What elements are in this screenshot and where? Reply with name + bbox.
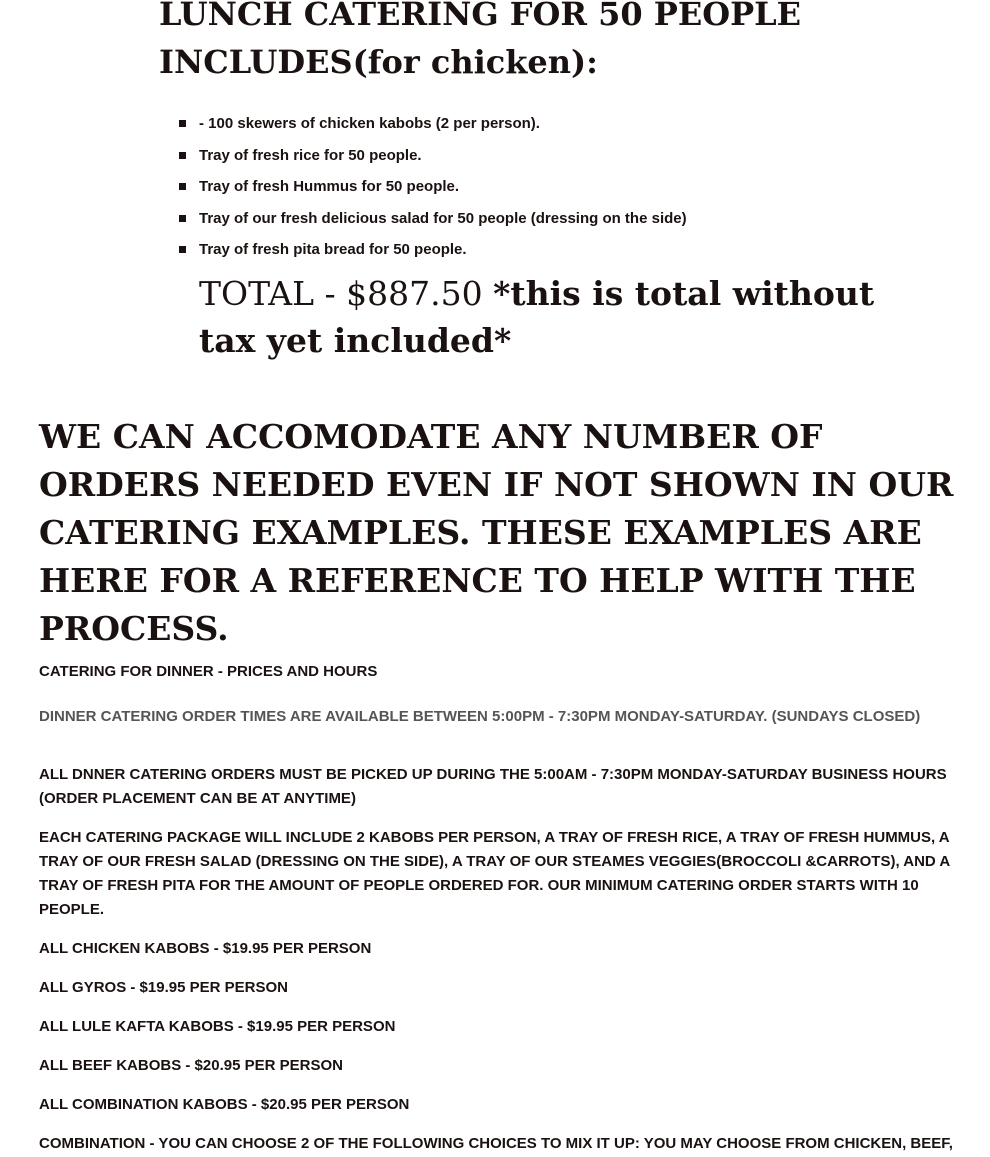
- dinner-package-info: EACH CATERING PACKAGE WILL INCLUDE 2 KABOBS PER PERSON, A TRAY OF FRESH RICE, A TRAY OF FRESH HUMMUS, A TRAY OF OUR FRESH SALAD (DRESSING ON THE SIDE), A TRAY OF OUR STEAMES VEGGIES(BROCCOLI &CARROTS), AND A TRAY OF FRESH PITA FOR THE AMOUNT OF PEOPLE ORDERED FOR. OUR MINIMUM CATERING ORDER STARTS WITH 10 PEOPLE.: [39, 829, 950, 918]
- dinner-catering-title: CATERING FOR DINNER - PRICES AND HOURS: [39, 663, 378, 680]
- dinner-pickup-info: ALL DNNER CATERING ORDERS MUST BE PICKED UP DURING THE 5:00AM - 7:30PM MONDAY-SATURDAY BUSINESS HOURS (ORDER PLACEMENT CAN BE AT ANYTIME): [39, 766, 947, 807]
- price-combination-kabobs: ALL COMBINATION KABOBS - $20.95 PER PERSON: [39, 1096, 410, 1113]
- square-bullet-icon: [179, 183, 186, 190]
- price-gyros: ALL GYROS - $19.95 PER PERSON: [39, 979, 288, 996]
- list-item: [179, 177, 939, 209]
- list-item: [179, 209, 939, 241]
- lunch-catering-section: [159, 0, 959, 86]
- list-item-text: Tray of our fresh delicious salad for 50 people (dressing on the side): [199, 209, 687, 227]
- square-bullet-icon: [179, 215, 186, 222]
- lunch-items-list: [179, 114, 939, 272]
- price-lule-kafta-kabobs: ALL LULE KAFTA KABOBS - $19.95 PER PERSON: [39, 1018, 396, 1035]
- list-item-text: Tray of fresh rice for 50 people.: [199, 146, 422, 164]
- lunch-total: [199, 270, 899, 364]
- square-bullet-icon: [179, 246, 186, 253]
- list-item-text: - 100 skewers of chicken kabobs (2 per person).: [199, 115, 540, 132]
- square-bullet-icon: [179, 120, 186, 127]
- list-item: [179, 240, 939, 272]
- square-bullet-icon: [179, 152, 186, 159]
- dinner-order-times: DINNER CATERING ORDER TIMES ARE AVAILABLE BETWEEN 5:00PM - 7:30PM MONDAY-SATURDAY. (SUNDAYS CLOSED): [39, 708, 921, 725]
- list-item: [179, 146, 939, 178]
- price-beef-kabobs: ALL BEEF KABOBS - $20.95 PER PERSON: [39, 1057, 343, 1074]
- combination-choices-info: COMBINATION - YOU CAN CHOOSE 2 OF THE FOLLOWING CHOICES TO MIX IT UP: YOU MAY CHOOSE FROM CHICKEN, BEEF,: [39, 1135, 953, 1152]
- price-chicken-kabobs: ALL CHICKEN KABOBS - $19.95 PER PERSON: [39, 940, 372, 957]
- lunch-catering-heading: LUNCH CATERING FOR 50 PEOPLE INCLUDES(for chicken):: [159, 0, 802, 81]
- list-item-text: Tray of fresh pita bread for 50 people.: [199, 241, 467, 258]
- list-item: [179, 114, 939, 146]
- total-price: TOTAL - $887.50: [199, 274, 494, 313]
- list-item-text: Tray of fresh Hummus for 50 people.: [199, 178, 460, 195]
- total-tax-note: *this is total without tax yet included*: [199, 274, 875, 360]
- accommodate-notice: WE CAN ACCOMODATE ANY NUMBER OF ORDERS NEEDED EVEN IF NOT SHOWN IN OUR CATERING EXAMPLES. THESE EXAMPLES ARE HERE FOR A REFERENCE TO HELP WITH THE PROCESS.: [39, 417, 954, 648]
